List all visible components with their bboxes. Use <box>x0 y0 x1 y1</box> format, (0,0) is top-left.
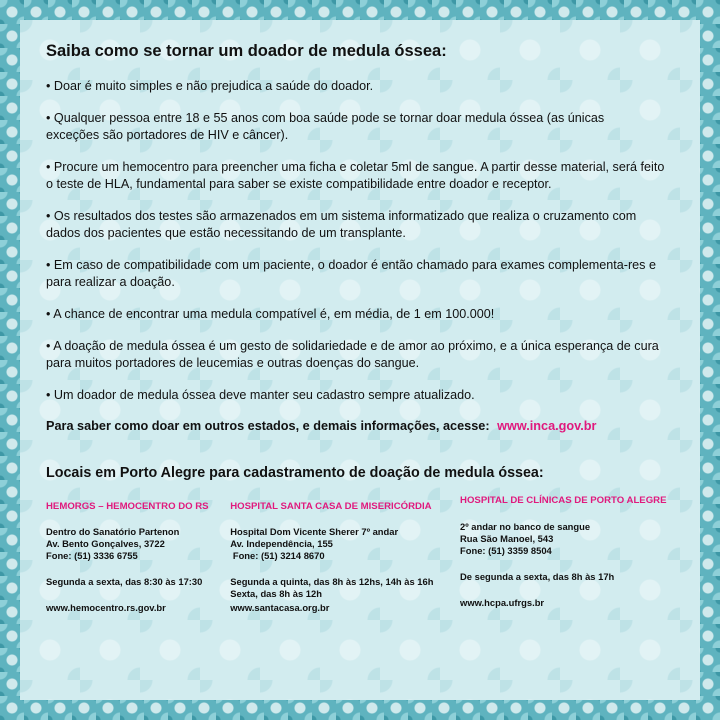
location-hcpa <box>460 495 674 614</box>
location-website[interactable]: www.hemocentro.rs.gov.br <box>46 602 166 613</box>
hours-line: Segunda a quinta, das 8h às 12hs, 14h às 16h <box>230 576 434 587</box>
bullet-item: • Um doador de medula óssea deve manter seu cadastro sempre atualizado. <box>46 388 475 402</box>
phone: Fone: (51) 3336 6755 <box>46 550 138 561</box>
address-line: 2º andar no banco de sangue <box>460 521 591 532</box>
location-address <box>460 521 674 557</box>
bullet-item: • Qualquer pessoa entre 18 e 55 anos com boa saúde pode se tornar doar medula óssea (as únicas exceções são portadores de HIV e câncer). <box>46 111 605 142</box>
info-text: Para saber como doar em outros estados, e demais informações, acesse: <box>46 419 490 433</box>
location-website[interactable]: www.hcpa.ufrgs.br <box>460 597 545 608</box>
phone: Fone: (51) 3359 8504 <box>460 545 552 556</box>
hours-line: De segunda a sexta, das 8h às 17h <box>460 571 615 582</box>
bullet-item: • Em caso de compatibilidade com um paciente, o doador é então chamado para exames complementa-res e para realizar a doação. <box>46 258 656 289</box>
bullet-item: • A doação de medula óssea é um gesto de solidariedade e de amor ao próximo, e a única esperança de cura para muitos portadores de leucemias e outras doenças do sangue. <box>46 339 659 370</box>
bullet-list <box>46 78 674 404</box>
content-panel <box>20 20 700 700</box>
location-address <box>46 526 230 562</box>
location-hours <box>46 576 230 588</box>
locations-list <box>46 495 674 614</box>
hours-line: Segunda a sexta, das 8:30 às 17:30 <box>46 576 203 587</box>
hours-line: Sexta, das 8h às 12h <box>230 588 322 599</box>
bullet-item: • Doar é muito simples e não prejudica a saúde do doador. <box>46 79 374 93</box>
location-name: HOSPITAL SANTA CASA DE MISERICÓRDIA <box>230 501 432 512</box>
info-line <box>46 419 674 433</box>
inca-link[interactable]: www.inca.gov.br <box>497 419 597 433</box>
location-hemorgs <box>46 501 230 614</box>
bullet-item: • Procure um hemocentro para preencher uma ficha e coletar 5ml de sangue. A partir desse material, será feito o teste de HLA, fundamental para saber se existe compatibilidade entre doador e receptor. <box>46 160 665 191</box>
address-line: Av. Independência, 155 <box>230 538 333 549</box>
phone: Fone: (51) 3214 8670 <box>230 550 325 561</box>
address-line: Hospital Dom Vicente Sherer 7º andar <box>230 526 399 537</box>
bullet-item: • A chance de encontrar uma medula compatível é, em média, de 1 em 100.000! <box>46 307 495 321</box>
page-title: Saiba como se tornar um doador de medula óssea: <box>46 42 447 60</box>
location-website[interactable]: www.santacasa.org.br <box>230 602 330 613</box>
location-hours <box>460 571 674 583</box>
location-name: HEMORGS – HEMOCENTRO DO RS <box>46 501 209 512</box>
location-santa-casa <box>230 501 460 614</box>
locations-title: Locais em Porto Alegre para cadastramento de doação de medula óssea: <box>46 465 544 481</box>
location-address <box>230 526 460 562</box>
bullet-item: • Os resultados dos testes são armazenados em um sistema informatizado que realiza o cruzamento com dados dos pacientes que estão necessitando de um transplante. <box>46 209 637 240</box>
address-line: Dentro do Sanatório Partenon <box>46 526 180 537</box>
address-line: Rua São Manoel, 543 <box>460 533 554 544</box>
address-line: Av. Bento Gonçalves, 3722 <box>46 538 165 549</box>
location-name: HOSPITAL DE CLÍNICAS DE PORTO ALEGRE <box>460 495 667 506</box>
location-hours <box>230 576 460 600</box>
